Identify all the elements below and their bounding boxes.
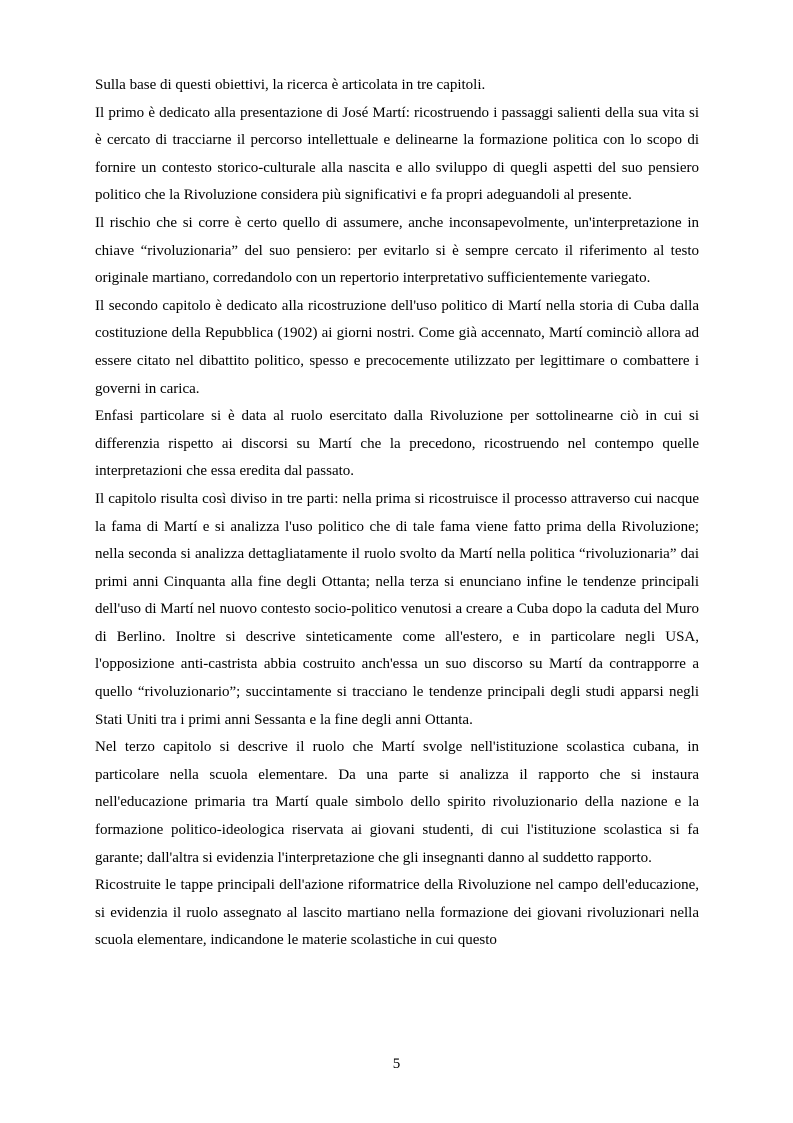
- paragraph-intro: Sulla base di questi obiettivi, la ricerca è articolata in tre capitoli.: [95, 77, 486, 93]
- paragraph-chapter-structure: Il capitolo risulta così diviso in tre parti: nella prima si ricostruisce il processo attraverso cui nacque la fama di Martí e si analizza l'uso politico che di tale fama viene fatto prima della Rivoluzione; nella seconda si analizza dettagliatamente il ruolo svolto da Martí nella politica “rivoluzionaria” dai primi anni Cinquanta alla fine degli Ottanta; nella terza si enunciano infine le tendenze principali dell'uso di Martí nel nuovo contesto socio-politico venutosi a creare a Cuba dopo la caduta del Muro di Berlino. Inoltre si descrive sinteticamente come all'estero, e in particolare negli USA, l'opposizione anti-castrista abbia costruito anch'essa un suo discorso su Martí da contrapporre a quello “rivoluzionario”; succintamente si tracciano le tendenze principali degli studi apparsi negli Stati Uniti tra i primi anni Sessanta e la fine degli anni Ottanta.: [95, 490, 699, 728]
- page-number: 5: [392, 1056, 401, 1072]
- paragraph-risk: Il rischio che si corre è certo quello di assumere, anche inconsapevolmente, un'interpretazione in chiave “rivoluzionaria” del suo pensiero: per evitarlo si è sempre cercato il riferimento al testo originale martiano, corredandolo con un repertorio interpretativo sufficientemente variegato.: [95, 214, 699, 287]
- paragraph-chapter-two: Il secondo capitolo è dedicato alla ricostruzione dell'uso politico di Martí nella storia di Cuba dalla costituzione della Repubblica (1902) ai giorni nostri. Come già accennato, Martí cominciò allora ad essere citato nel dibattito politico, spesso e precocemente utilizzato per legittimare o combattere i governi in carica.: [95, 297, 699, 397]
- paragraph-chapter-three: Nel terzo capitolo si descrive il ruolo che Martí svolge nell'istituzione scolastica cubana, in particolare nella scuola elementare. Da una parte si analizza il rapporto che si instaura nell'educazione primaria tra Martí quale simbolo dello spirito rivoluzionario della nazione e la formazione politico-ideologica riservata ai giovani studenti, di cui l'istituzione scolastica si fa garante; dall'altra si evidenzia l'interpretazione che gli insegnanti danno al suddetto rapporto.: [95, 739, 699, 866]
- paragraph-reforms: Ricostruite le tappe principali dell'azione riformatrice della Rivoluzione nel campo dell'educazione, si evidenzia il ruolo assegnato al lascito martiano nella formazione dei giovani rivoluzionari nella scuola elementare, indicandone le materie scolastiche in cui questo: [95, 877, 699, 949]
- paragraph-emphasis: Enfasi particolare si è data al ruolo esercitato dalla Rivoluzione per sottolinearne ciò in cui si differenzia rispetto ai discorsi su Martí che la precedono, ricostruendo nel contempo quelle interpretazioni che essa eredita dal passato.: [95, 408, 699, 480]
- paragraph-chapter-one: Il primo è dedicato alla presentazione di José Martí: ricostruendo i passaggi salienti della sua vita si è cercato di tracciarne il percorso intellettuale e delinearne la formazione politica con lo scopo di fornire un contesto storico-culturale alla nascita e allo sviluppo di quegli aspetti del suo pensiero politico che la Rivoluzione considera più significativi e fa propri adeguandoli al presente.: [95, 104, 699, 204]
- page-body: [95, 72, 699, 955]
